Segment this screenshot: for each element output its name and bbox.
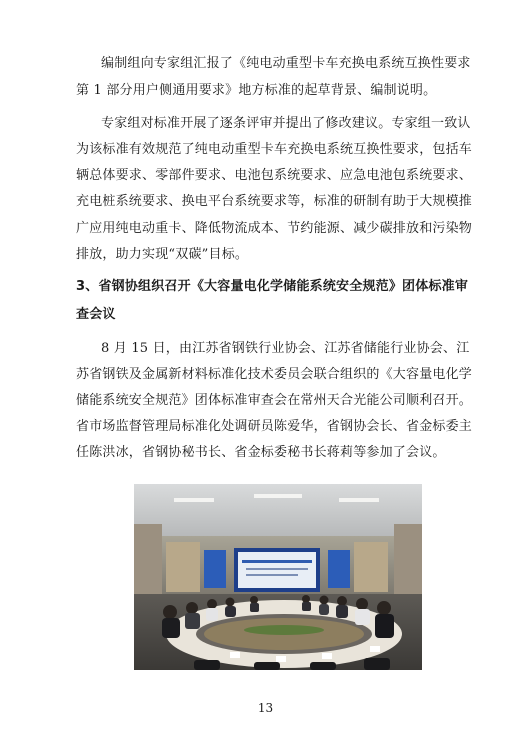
text-line: 省市场监督管理局标准化处调研员陈爱华，省钢协会长、省金标委主 [76,419,473,434]
text-line: 苏省钢铁及金属新材料标准化技术委员会联合组织的《大容量电化学 [76,367,473,382]
page-number: 13 [257,701,274,715]
text-line: 编制组向专家组汇报了《纯电动重型卡车充换电系统互换性要求 [101,56,471,71]
meeting-photo [134,484,422,670]
meeting-photo-icon [134,484,422,670]
text-line: 排放，助力实现“双碳”目标。 [76,247,249,262]
text-line: 为该标准有效规范了纯电动重型卡车充换电系统互换性要求，包括车 [76,142,473,157]
text-line: 任陈洪冰，省钢协秘书长、省金标委秘书长蒋莉等参加了会议。 [76,445,446,460]
text-line: 第 1 部分用户侧通用要求》地方标准的起草背景、编制说明。 [76,83,437,98]
text-line: 专家组对标准开展了逐条评审并提出了修改建议。专家组一致认 [101,116,471,131]
text-line: 广应用纯电动重卡、降低物流成本、节约能源、减少碳排放和污染物 [76,221,473,236]
text-line: 8 月 15 日，由江苏省钢铁行业协会、江苏省储能行业协会、江 [101,341,470,356]
heading-line: 查会议 [76,307,116,322]
heading-line: 3、省钢协组织召开《大容量电化学储能系统安全规范》团体标准审 [76,279,469,294]
text-line: 储能系统安全规范》团体标准审查会在常州天合光能公司顺利召开。 [76,393,473,408]
text-line: 辆总体要求、零部件要求、电池包系统要求、应急电池包系统要求、 [76,168,473,183]
text-line: 充电桩系统要求、换电平台系统要求等，标准的研制有助于大规模推 [76,194,473,209]
